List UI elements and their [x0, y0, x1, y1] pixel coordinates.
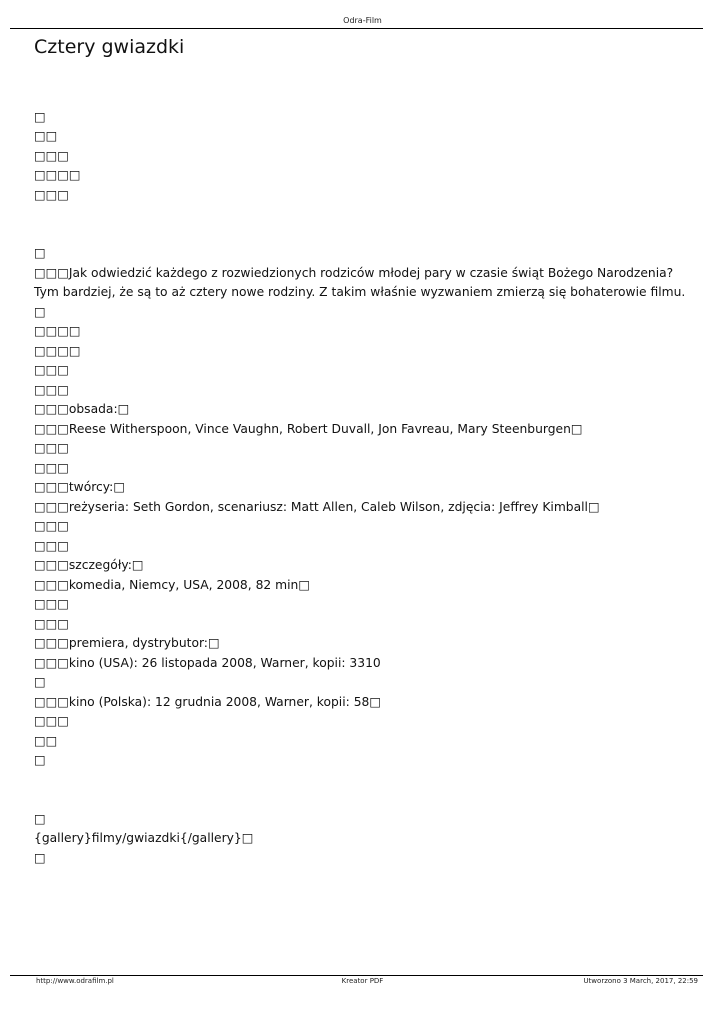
body-line [34, 225, 694, 245]
release-usa: □□□kino (USA): 26 listopada 2008, Warner, kopii: 3310 [34, 655, 381, 670]
footer-generator: Kreator PDF [341, 977, 384, 985]
crew-value: □□□reżyseria: Seth Gordon, scenariusz: Matt Allen, Caleb Wilson, zdjęcia: Jeffrey Kimball□ [34, 499, 600, 514]
footer-divider [10, 975, 703, 976]
body-line: □□ [34, 129, 58, 143]
crew-label: □□□twórcy:□ [34, 480, 125, 494]
body-line: □□□ [34, 148, 69, 163]
body-line: □ [34, 246, 46, 260]
body-line [34, 205, 694, 225]
gallery-tag: {gallery}filmy/gwiazdki{/gallery}□ [34, 831, 254, 845]
body-line: □ [34, 109, 46, 124]
body-line: □ [34, 753, 46, 767]
body-line: □ [34, 850, 46, 865]
body-line: □□□ [34, 382, 69, 397]
body-line: □□□ [34, 597, 69, 611]
body-line: □□□ [34, 363, 69, 377]
page-title: Cztery gwiazdki [34, 36, 185, 58]
cast-label: □□□obsada:□ [34, 402, 130, 416]
body-line: □□□ [34, 460, 69, 475]
footer-url[interactable]: http://www.odrafilm.pl [36, 977, 114, 985]
details-value: □□□komedia, Niemcy, USA, 2008, 82 min□ [34, 577, 310, 592]
body-line: □□□ [34, 538, 69, 553]
body-line: □ [34, 675, 46, 689]
body-line: □□□□ [34, 343, 81, 358]
body-line [34, 790, 694, 810]
footer-created-date: Utworzono 3 March, 2017, 22:59 [583, 977, 698, 985]
article-body [34, 88, 694, 868]
body-line: □□□ [34, 187, 69, 202]
release-label: □□□premiera, dystrybutor:□ [34, 636, 220, 650]
body-line: □□□□ [34, 168, 81, 182]
header-divider [10, 28, 703, 29]
body-line: □□□ [34, 441, 69, 455]
body-line: □ [34, 811, 46, 826]
body-line: □□ [34, 733, 58, 748]
film-description: □□□Jak odwiedzić każdego z rozwiedzionych rodziców młodej pary w czasie świąt Bożego Narodzenia? Tym bardziej, że są to aż cztery nowe rodziny. Z takim właśnie wyzwaniem zmierzą się bohaterowie filmu. □ [34, 265, 686, 319]
site-name: Odra-Film [343, 16, 382, 25]
cast-value: □□□Reese Witherspoon, Vince Vaughn, Robert Duvall, Jon Favreau, Mary Steenburgen□ [34, 421, 583, 436]
body-line: □□□ [34, 519, 69, 533]
release-poland: □□□kino (Polska): 12 grudnia 2008, Warner, kopii: 58□ [34, 694, 381, 709]
body-line [34, 771, 694, 791]
details-label: □□□szczegóły:□ [34, 558, 144, 572]
body-line: □□□□ [34, 324, 81, 338]
body-line: □□□ [34, 616, 69, 631]
body-line [34, 88, 694, 108]
body-line: □□□ [34, 714, 69, 728]
